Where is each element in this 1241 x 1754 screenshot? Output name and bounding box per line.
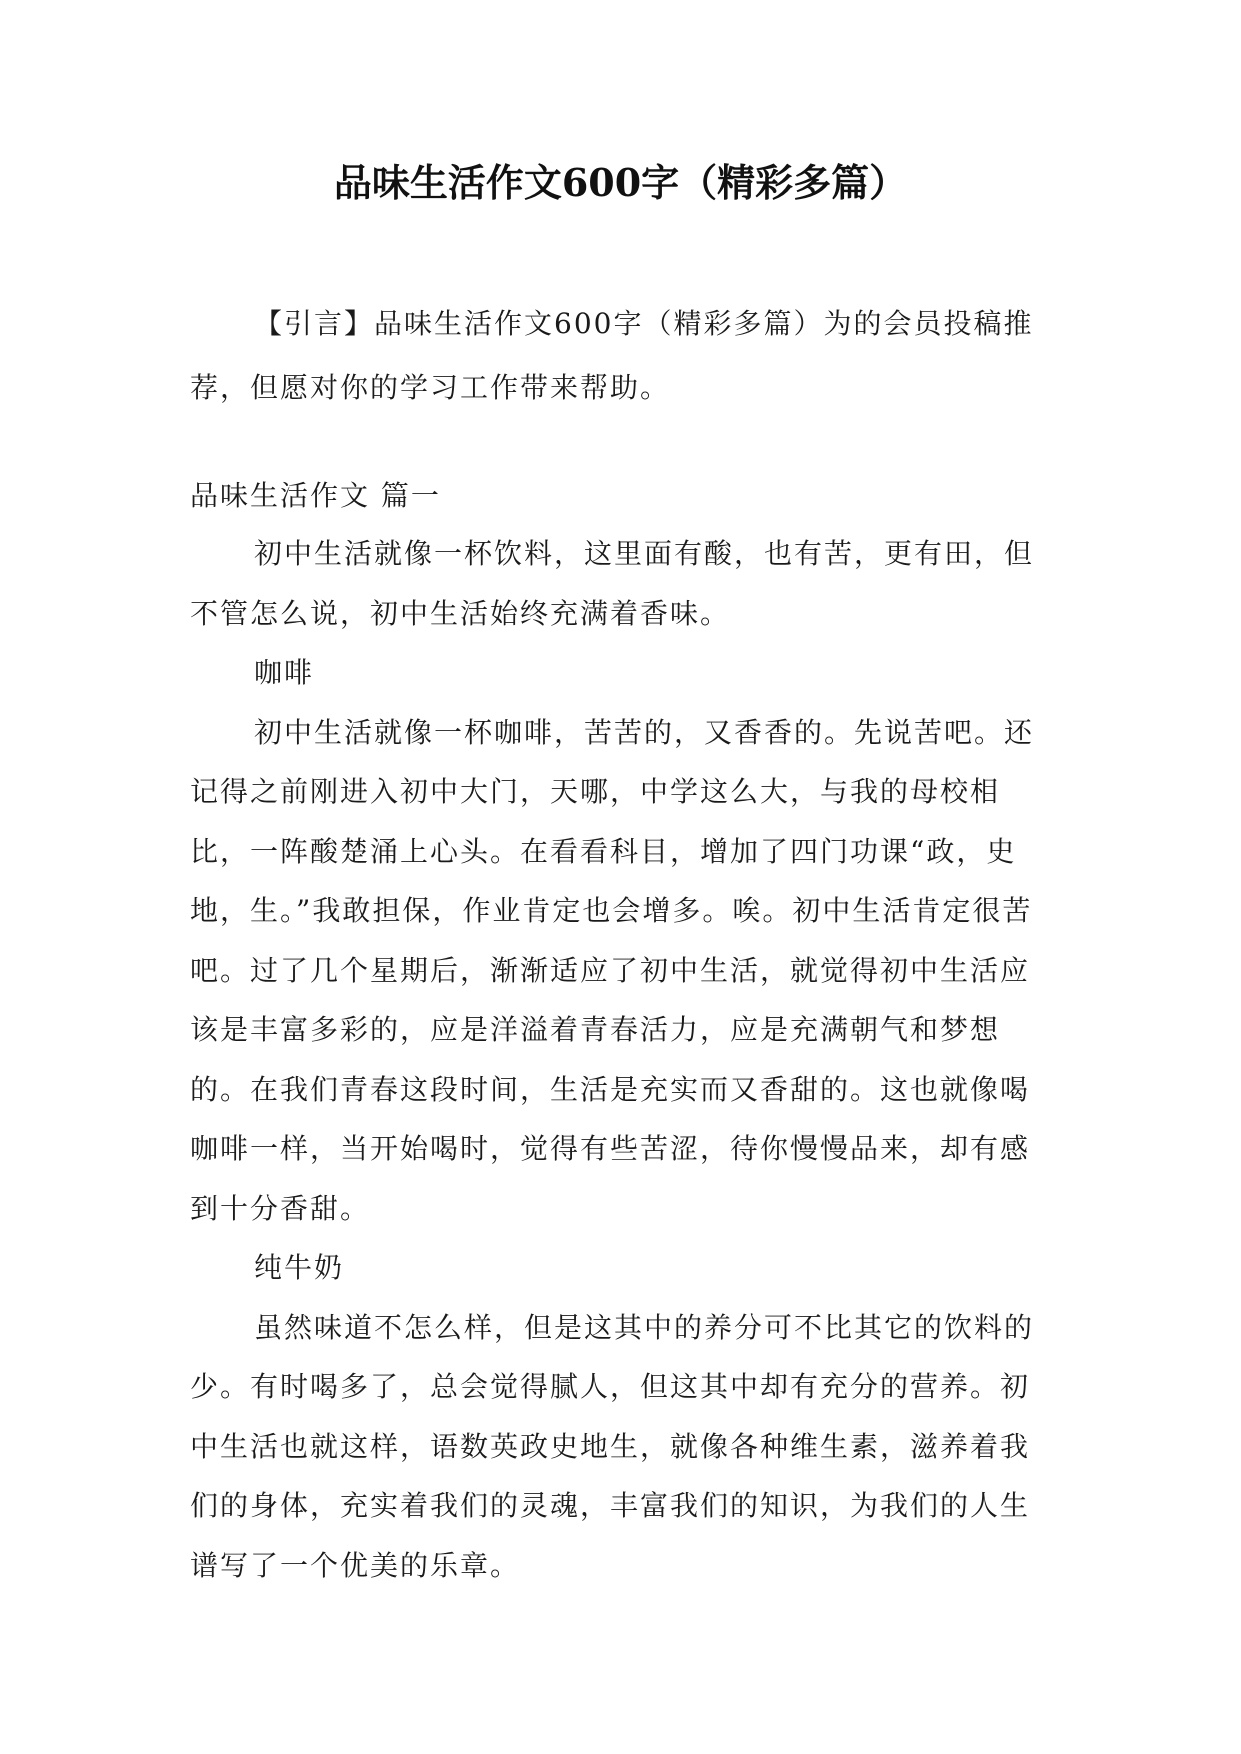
document-title: 品味生活作文600字（精彩多篇） bbox=[333, 160, 908, 205]
intro-paragraph: 【引言】品味生活作文600字（精彩多篇）为的会员投稿推荐，但愿对你的学习工作带来帮助。 bbox=[190, 307, 1034, 404]
subheading-coffee: 咖啡 bbox=[254, 656, 315, 689]
paragraph-opening: 初中生活就像一杯饮料，这里面有酸，也有苦，更有田，但不管怎么说，初中生活始终充满着香味。 bbox=[190, 537, 1035, 630]
paragraph-milk: 虽然味道不怎么样，但是这其中的养分可不比其它的饮料的少。有时喝多了，总会觉得腻人，但这其中却有充分的营养。初中生活也就这样，语数英政史地生，就像各种维生素，滋养着我们的身体，充实着我们的灵魂，丰富我们的知识，为我们的人生谱写了一个优美的乐章。 bbox=[190, 1310, 1035, 1582]
subheading-milk: 纯牛奶 bbox=[254, 1251, 345, 1284]
section-heading: 品味生活作文 篇一 bbox=[190, 479, 441, 512]
paragraph-coffee: 初中生活就像一杯咖啡，苦苦的，又香香的。先说苦吧。还记得之前刚进入初中大门，天哪，中学这么大，与我的母校相比，一阵酸楚涌上心头。在看看科目，增加了四门功课“政，史地，生。”我敢担保，作业肯定也会增多。唉。初中生活肯定很苦吧。过了几个星期后，渐渐适应了初中生活，就觉得初中生活应该是丰富多彩的，应是洋溢着青春活力，应是充满朝气和梦想的。在我们青春这段时间，生活是充实而又香甜的。这也就像喝咖啡一样，当开始喝时，觉得有些苦涩，待你慢慢品来，却有感到十分香甜。 bbox=[190, 715, 1035, 1225]
article-body bbox=[190, 524, 1058, 1595]
